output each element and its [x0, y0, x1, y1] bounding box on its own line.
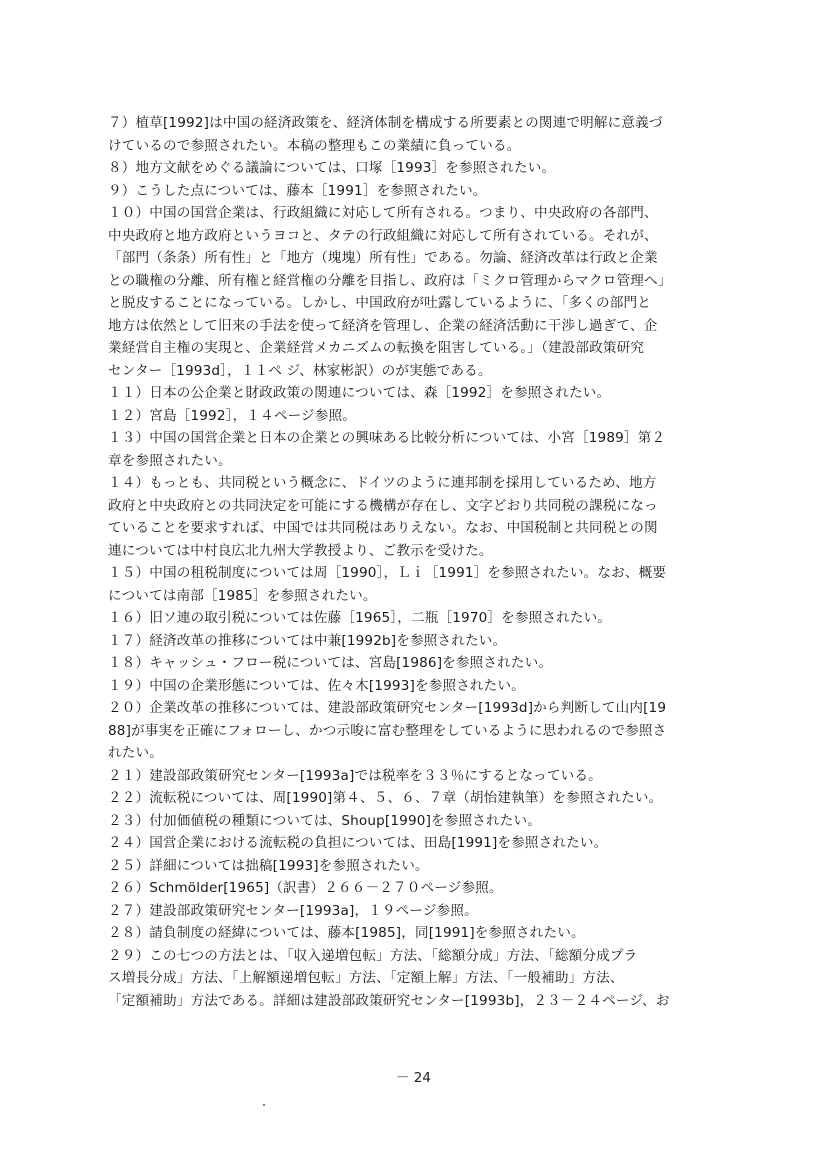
footnote-line: ス増長分成」方法、「上解額递増包転」方法、「定額上解」方法、「一般補助」方法、	[108, 970, 624, 986]
footnote-line: 「部門（条条）所有性」と「地方（塊塊）所有性」である。勿論、経済改革は行政と企業	[108, 250, 658, 266]
scan-speck	[263, 1104, 265, 1106]
footnote-line: １３）中国の国営企業と日本の企業との興味ある比較分析については、小宮［1989］第２	[108, 430, 666, 446]
footnote-line: ２４）国営企業における流転税の負担については、田島[1991]を参照されたい。	[108, 835, 608, 851]
footnote-line: ２６）Schmölder[1965]（訳書）２６６－２７０ページ参照。	[108, 880, 503, 896]
footnote-line: ２２）流転税については、周[1990]第４、５、６、７章（胡怡建執筆）を参照されたい。	[108, 790, 663, 806]
footnote-line: 88]が事実を正確にフォローし、かつ示唆に富む整理をしているように思われるので参照さ	[108, 722, 667, 739]
footnote-line: １４）もっとも、共同税という概念に、ドイツのように連邦制を採用しているため、地方	[108, 475, 657, 491]
footnote-line: ２７）建設部政策研究センター[1993a]，１９ページ参照。	[108, 902, 478, 919]
footnote-line: れたい。	[108, 745, 163, 761]
footnote-line: ２５）詳細については拙稿[1993]を参照されたい。	[108, 857, 429, 874]
footnote-line: ２８）請負制度の経緯については、藤本[1985]，同[1991]を参照されたい。	[108, 925, 585, 941]
footnote-line: ２３）付加価値税の種類については、Shoup[1990]を参照されたい。	[108, 812, 541, 829]
footnote-line: ２９）この七つの方法とは、「収入递増包転」方法、「総額分成」方法、「総額分成プラ	[108, 947, 638, 964]
footnotes-block	[108, 112, 740, 1012]
footnote-line: １２）宮島［1992］，１４ページ参照。	[108, 407, 357, 424]
footnote-line: １６）旧ソ連の取引税については佐藤［1965］，二瓶［1970］を参照されたい。	[108, 610, 612, 626]
footnote-line: 章を参照されたい。	[108, 452, 232, 469]
footnote-line: １０）中国の国営企業は、行政組織に対応して所有される。つまり、中央政府の各部門、	[108, 205, 658, 221]
footnote-line: １５）中国の租税制度については周［1990］，Ｌｉ［1991］を参照されたい。なお、概要	[108, 565, 667, 581]
footnote-line: ７）植草[1992]は中国の経済政策を、経済体制を構成する所要素との関連で明解に意義づ	[108, 115, 663, 131]
footnote-line: については南部［1985］を参照されたい。	[108, 587, 377, 604]
footnote-line: けているので参照されたい。本稿の整理もこの業績に負っている。	[108, 137, 521, 154]
footnote-line: １７）経済改革の推移については中兼[1992b]を参照されたい。	[108, 632, 507, 649]
footnote-line: との職権の分離、所有権と経営権の分離を目指し、政府は「ミクロ管理からマクロ管理へ」	[108, 272, 672, 289]
footnote-line: 連については中村良広北九州大学教授より、ご教示を受けた。	[108, 542, 493, 559]
footnote-line: センター［1993d］，１１ペ ジ、林家彬訳）のが実態である。	[108, 362, 492, 379]
footnote-line: ９）こうした点については、藤本［1991］を参照されたい。	[108, 182, 487, 199]
footnote-line: １８）キャッシュ・フロー税については、宮島[1986]を参照されたい。	[108, 655, 553, 671]
footnote-line: ８）地方文献をめぐる議論については、口塚［1993］を参照されたい。	[108, 160, 556, 176]
footnote-line: と脱皮することになっている。しかし、中国政府が吐露しているように、「多くの部門と	[108, 295, 651, 311]
footnote-line: １９）中国の企業形態については、佐々木[1993]を参照されたい。	[108, 677, 525, 694]
footnote-line: 中央政府と地方政府というヨコと、タテの行政組織に対応して所有されている。それが、	[108, 227, 658, 244]
footnote-line: ２１）建設部政策研究センター[1993a]では税率を３３％にするとなっている。	[108, 767, 602, 784]
footnote-line: 業経営自主権の実現と、企業経営メカニズムの転換を阻害している。」（建設部政策研究	[108, 340, 645, 356]
footnote-line: １１）日本の公企業と財政政策の関連については、森［1992］を参照されたい。	[108, 385, 611, 401]
footnote-line: 地方は依然として旧来の手法を使って経済を管理し、企業の経済活動に干渉し過ぎて、企	[108, 317, 658, 334]
footnote-line: 「定額補助」方法である。詳細は建設部政策研究センター[1993b]，２３－２４ページ、お	[108, 992, 670, 1009]
footnote-line: 政府と中央政府との共同決定を可能にする機構が存在し、文字どおり共同税の課税になっ	[108, 497, 658, 514]
page-number: － 24	[396, 1070, 431, 1086]
footnote-line: ていることを要求すれば、中国では共同税はありえない。なお、中国税制と共同税との関	[108, 520, 658, 536]
footnote-line: ２０）企業改革の推移については、建設部政策研究センター[1993d]から判断して山内[19	[108, 700, 667, 716]
